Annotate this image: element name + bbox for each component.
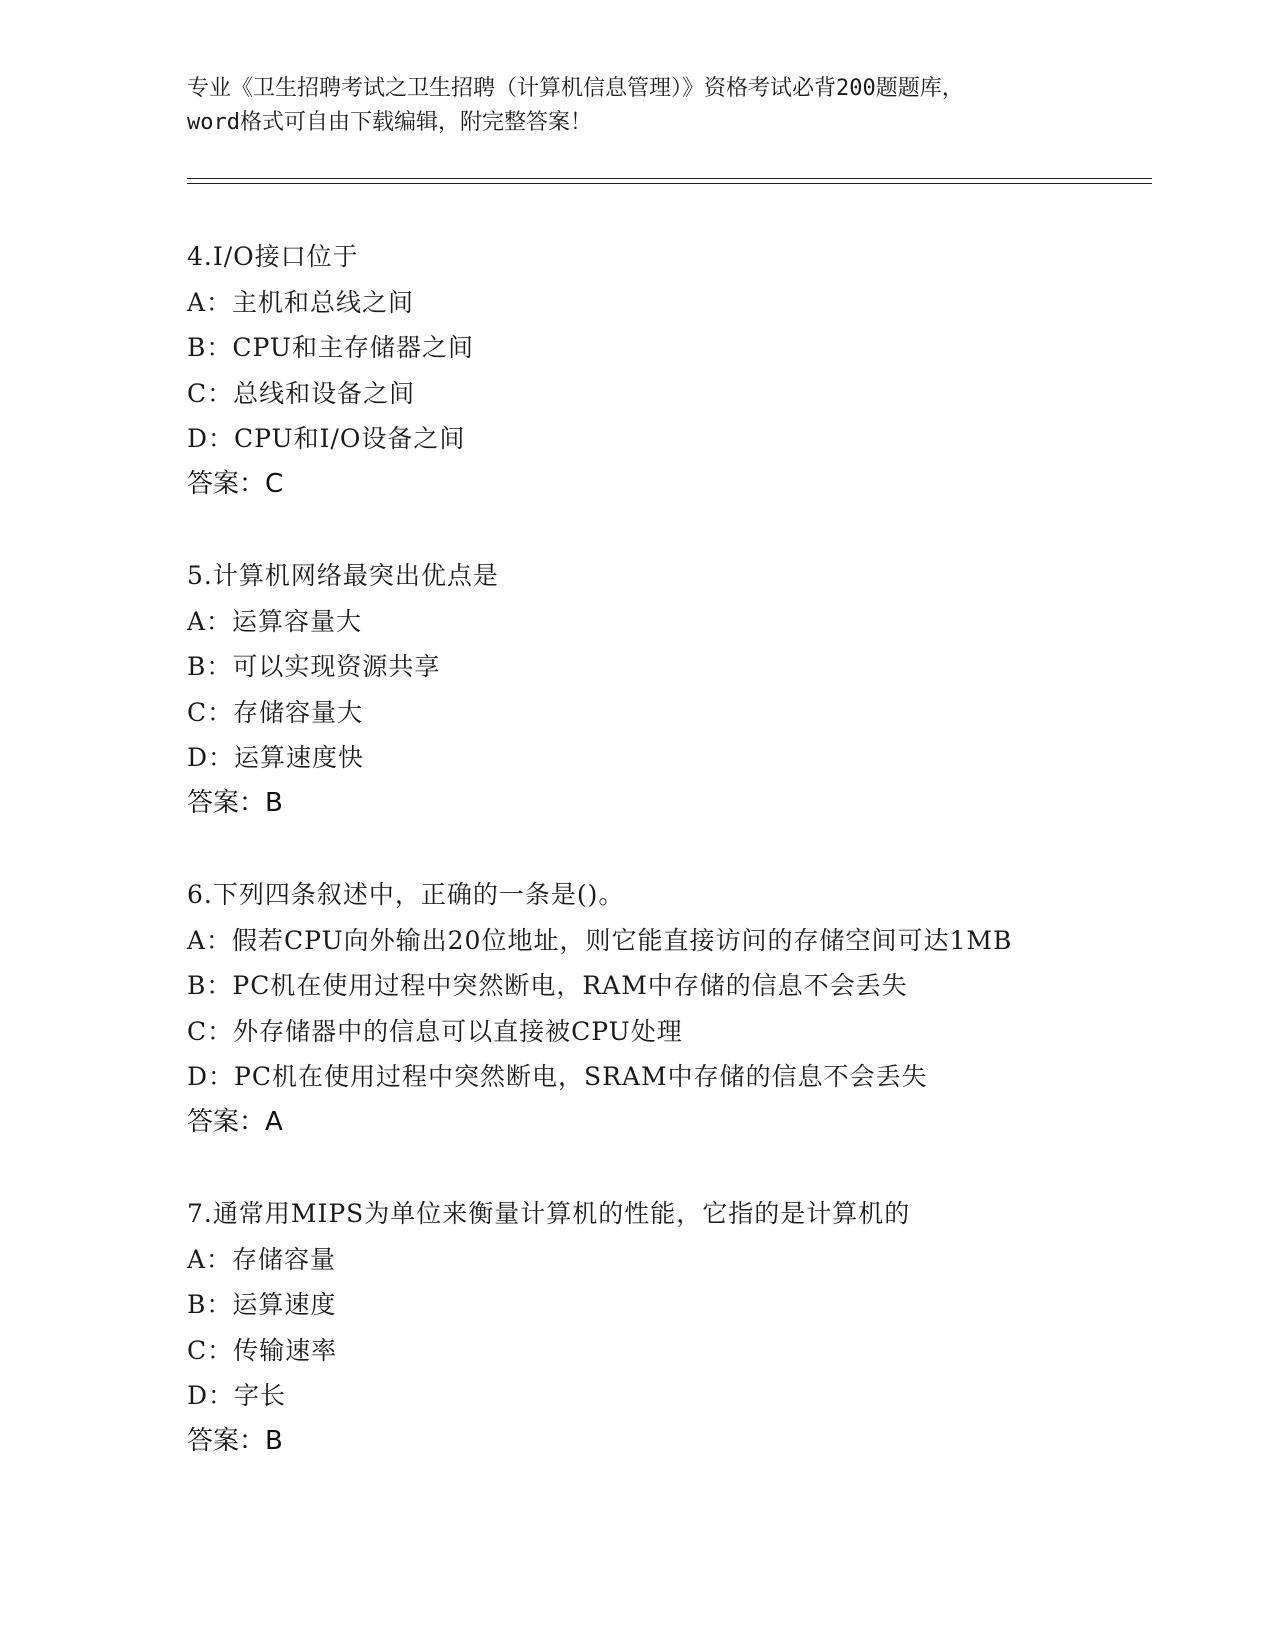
answer: 答案：A [187, 1106, 283, 1137]
option-c: C：外存储器中的信息可以直接被CPU处理 [187, 1016, 683, 1046]
header-title-line-2: word格式可自由下载编辑，附完整答案！ [187, 110, 592, 135]
option-d: D：CPU和I/O设备之间 [187, 424, 466, 453]
question-stem: 4.I/O接口位于 [187, 242, 359, 271]
option-a: A：运算容量大 [187, 606, 363, 636]
question-stem: 7.通常用MIPS为单位来衡量计算机的性能，它指的是计算机的 [187, 1199, 911, 1228]
question-6 [187, 872, 1187, 1145]
header-title-line-1: 专业《卫生招聘考试之卫生招聘（计算机信息管理）》资格考试必背200题题库， [187, 76, 964, 101]
option-c: C：总线和设备之间 [187, 378, 416, 408]
option-b: B：可以实现资源共享 [187, 652, 441, 681]
question-stem: 6.下列四条叙述中，正确的一条是()。 [187, 880, 625, 909]
option-a: A：假若CPU向外输出20位地址，则它能直接访问的存储空间可达1MB [187, 925, 1013, 955]
question-7 [187, 1191, 1187, 1464]
answer: 答案：B [187, 787, 283, 818]
option-d: D：运算速度快 [187, 743, 365, 772]
question-5 [187, 553, 1187, 826]
option-a: A：主机和总线之间 [187, 287, 415, 317]
option-d: D：PC机在使用过程中突然断电，SRAM中存储的信息不会丢失 [187, 1062, 928, 1091]
answer: 答案：B [187, 1425, 283, 1456]
question-list [187, 234, 1187, 1510]
header-divider-bottom [187, 183, 1152, 184]
question-4 [187, 234, 1187, 507]
option-b: B：CPU和主存储器之间 [187, 333, 474, 362]
option-c: C：传输速率 [187, 1335, 338, 1365]
header-divider-top [187, 178, 1152, 179]
option-c: C：存储容量大 [187, 697, 364, 727]
option-b: B：运算速度 [187, 1290, 337, 1319]
answer: 答案：C [187, 468, 284, 499]
question-stem: 5.计算机网络最突出优点是 [187, 561, 499, 590]
option-b: B：PC机在使用过程中突然断电，RAM中存储的信息不会丢失 [187, 971, 908, 1000]
option-d: D：字长 [187, 1381, 287, 1410]
document-header [187, 72, 1087, 140]
option-a: A：存储容量 [187, 1244, 337, 1274]
